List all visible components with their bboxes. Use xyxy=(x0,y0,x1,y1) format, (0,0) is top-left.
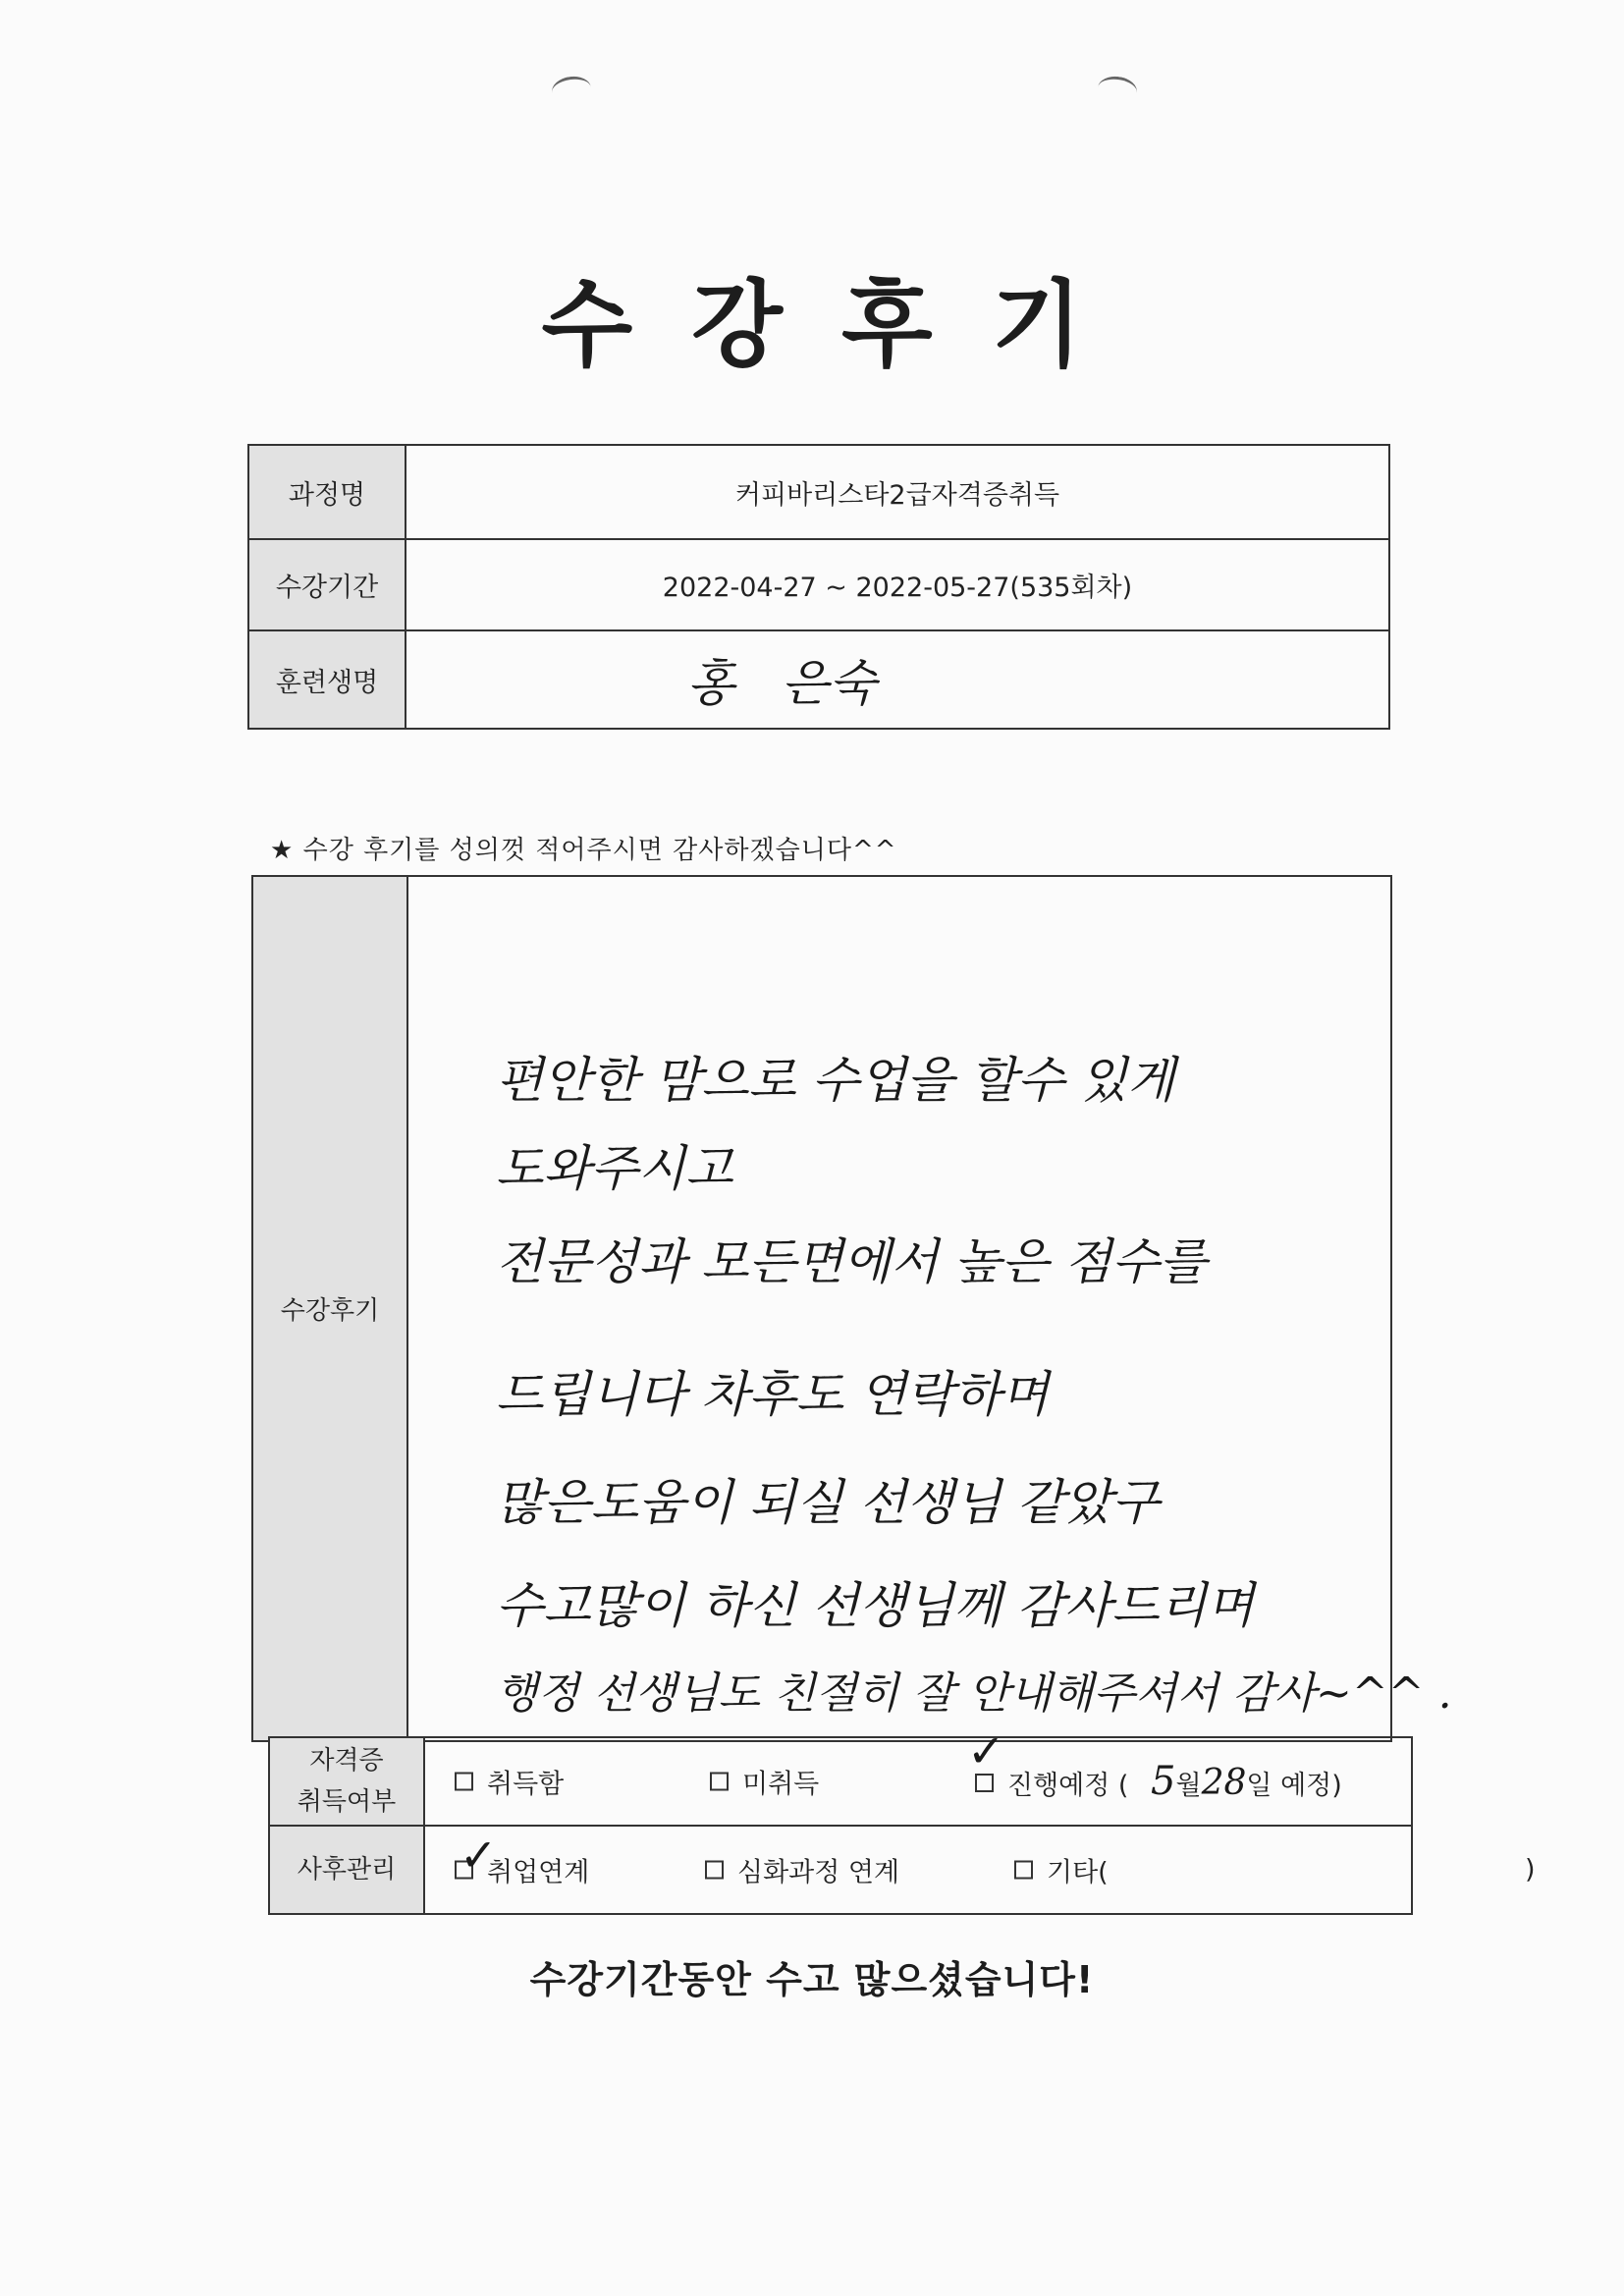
footer-message: 수강기간동안 수고 많으셨습니다! xyxy=(529,1958,1095,2001)
option-other[interactable] xyxy=(1014,1851,1109,1889)
option-other-close: ) xyxy=(1525,1854,1536,1886)
review-line: 전문성과 모든면에서 높은 점수를 xyxy=(496,1233,1207,1290)
review-line: 도와주시고 xyxy=(496,1140,733,1197)
certificate-label xyxy=(269,1737,424,1826)
review-line: 수고많이 하신 선생님께 감사드리며 xyxy=(496,1577,1255,1634)
review-line: 편안한 맘으로 수업을 할수 있게 xyxy=(496,1052,1175,1109)
period-label: 수강기간 xyxy=(248,539,406,630)
option-scheduled[interactable] xyxy=(975,1759,1342,1804)
review-line: 많은도움이 되실 선생님 같았구 xyxy=(496,1474,1160,1531)
checkmark-icon: ✓ xyxy=(967,1724,1005,1777)
scheduled-month-handwritten: 5 xyxy=(1151,1759,1176,1804)
course-label: 과정명 xyxy=(248,445,406,539)
option-scheduled-label: 진행예정 ( xyxy=(1007,1771,1129,1801)
trainee-value-cell xyxy=(406,630,1389,729)
option-other-label: 기타( xyxy=(1047,1857,1109,1888)
option-not-acquired[interactable] xyxy=(710,1763,819,1801)
certificate-label-line1: 자격증 xyxy=(309,1746,384,1776)
option-advanced-course[interactable] xyxy=(705,1851,899,1889)
period-row xyxy=(248,539,1389,630)
option-scheduled-suffix: 일 예정) xyxy=(1246,1771,1342,1801)
option-advanced-label: 심화과정 연계 xyxy=(737,1857,900,1888)
punch-hole-right xyxy=(1096,74,1138,105)
review-line: 행정 선생님도 친절히 잘 안내해주셔서 감사~^^ . xyxy=(496,1668,1452,1719)
checkbox-other[interactable] xyxy=(1014,1861,1033,1880)
aftercare-options xyxy=(424,1826,1536,1914)
option-acquired-label: 취득함 xyxy=(487,1769,565,1800)
trainee-label: 훈련생명 xyxy=(248,630,406,729)
checkbox-not-acquired[interactable] xyxy=(710,1773,729,1791)
punch-hole-left xyxy=(550,74,592,105)
course-value: 커피바리스타2급자격증취득 xyxy=(406,445,1389,539)
review-line: 드립니다 차후도 연락하며 xyxy=(496,1366,1050,1423)
checkbox-advanced-course[interactable] xyxy=(705,1861,724,1880)
instruction-note: ★ 수강 후기를 성의껏 적어주시면 감사하겠습니다^^ xyxy=(270,836,897,865)
trainee-row xyxy=(248,630,1389,729)
option-employment-label: 취업연계 xyxy=(487,1857,590,1888)
option-not-acquired-label: 미취득 xyxy=(742,1769,820,1800)
aftercare-label: 사후관리 xyxy=(269,1826,424,1914)
certificate-label-line2: 취득여부 xyxy=(297,1787,397,1817)
certificate-options xyxy=(424,1737,1412,1826)
trainee-name-handwritten: 홍 은숙 xyxy=(686,655,877,712)
checkbox-acquired[interactable] xyxy=(455,1773,473,1791)
course-row xyxy=(248,445,1389,539)
period-value: 2022-04-27 ~ 2022-05-27(535회차) xyxy=(406,539,1389,630)
status-table xyxy=(268,1736,1536,1915)
scheduled-day-handwritten: 28 xyxy=(1201,1763,1247,1803)
option-acquired[interactable] xyxy=(455,1763,564,1801)
scheduled-month-unit: 월 xyxy=(1175,1771,1202,1801)
page-title: 수강후기 xyxy=(541,270,1142,380)
checkmark-icon: ✓ xyxy=(460,1829,498,1882)
review-label: 수강후기 xyxy=(252,876,407,1741)
course-info-table xyxy=(247,444,1390,730)
